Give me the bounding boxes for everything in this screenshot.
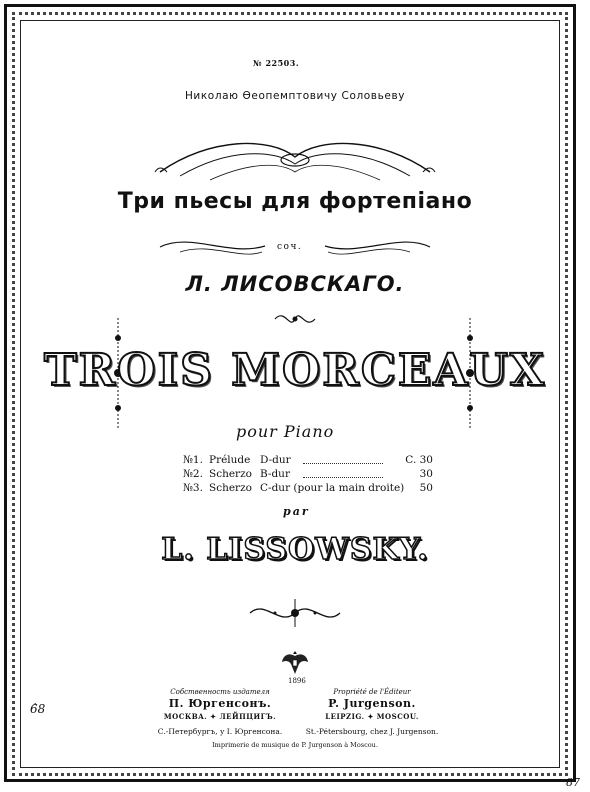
list-item: [183, 481, 433, 495]
publisher-name: P. Jurgenson.: [328, 697, 416, 710]
russian-author: Л. ЛИСОВСКАГО.: [185, 272, 405, 296]
list-item: [183, 453, 433, 467]
piece-number: №3.: [183, 482, 203, 494]
piece-price: C. 30: [405, 454, 433, 466]
piece-key: D-dur: [260, 454, 291, 466]
piece-name: Scherzo: [209, 468, 252, 480]
english-author: L. LISSOWSKY.: [161, 532, 429, 567]
small-ornament: [270, 308, 320, 330]
pieces-list: [183, 453, 433, 495]
year: 1896: [288, 677, 306, 685]
dotted-leader: [303, 477, 383, 478]
dedication: Николаю Өеопемптовичу Соловьеву: [184, 90, 406, 102]
lower-ornament: [245, 595, 345, 631]
list-item: [183, 467, 433, 481]
dotted-leader: [303, 463, 383, 464]
calligraphic-flourish: [150, 132, 440, 192]
publisher-cities: LEIPZIG. ✦ MOSCOU.: [325, 712, 419, 721]
russian-title: Три пьесы для фортепіано: [117, 189, 473, 214]
piece-name: Scherzo: [209, 482, 252, 494]
publisher-address: С.-Петербургъ, у I. Юргенсона.: [157, 727, 283, 736]
op-label: соч.: [277, 242, 303, 252]
publisher-name: П. Юргенсонъ.: [168, 697, 272, 710]
imprint: Imprimerie de musique de P. Jurgenson à Moscou.: [212, 741, 378, 749]
piece-name: Prélude: [209, 454, 251, 466]
publisher-role: Propriété de l'Éditeur: [333, 688, 411, 696]
publisher-role: Собственность издателя: [170, 688, 270, 696]
piece-price: 30: [419, 468, 433, 480]
publisher-french: [297, 688, 447, 736]
piece-key: B-dur: [260, 468, 290, 480]
piece-price: 50: [419, 482, 433, 494]
publisher-cities: МОСКВА. ✦ ЛЕЙПЦИГЪ.: [163, 712, 277, 721]
piece-number: №1.: [183, 454, 203, 466]
piece-number: №2.: [183, 468, 203, 480]
publisher-address: St.-Pétersbourg, chez J. Jurgenson.: [305, 727, 439, 736]
margin-note-left: 6̂8: [30, 702, 46, 716]
publisher-russian: [145, 688, 295, 736]
french-title: TROIS MORCEAUX: [43, 345, 547, 396]
imperial-eagle-icon: [280, 648, 310, 678]
pour-piano: pour Piano: [236, 422, 335, 441]
margin-note-right: 87: [566, 776, 580, 789]
plate-number: № 22503.: [253, 58, 300, 68]
piece-key: C-dur (pour la main droite): [260, 482, 405, 494]
par-label: par: [283, 505, 310, 518]
